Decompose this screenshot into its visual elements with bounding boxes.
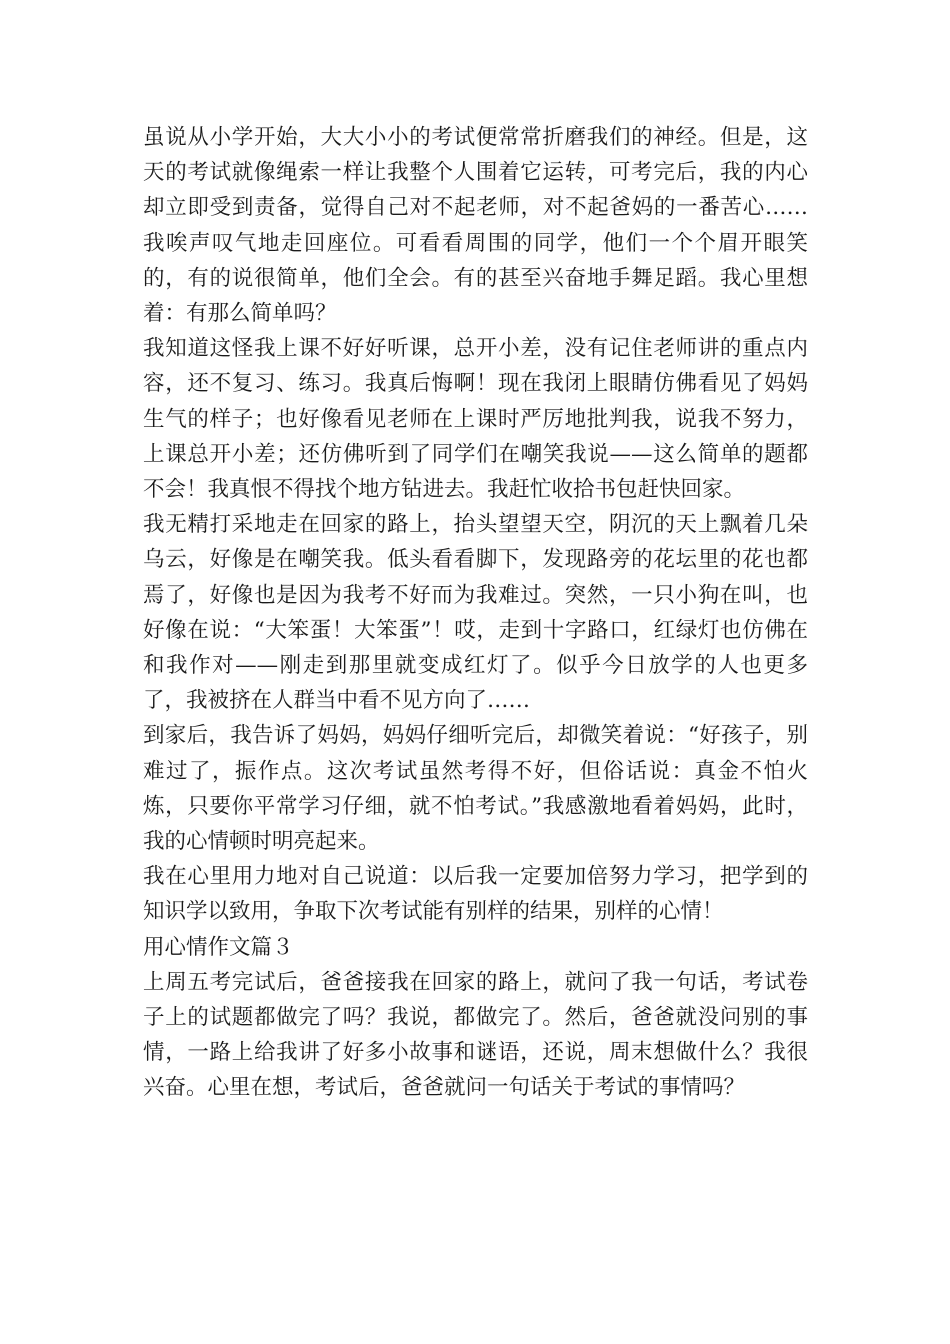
section-heading: 用心情作文篇３ <box>143 934 294 960</box>
paragraph-6: 上周五考完试后，爸爸接我在回家的路上，就问了我一句话，考试卷子上的试题都做完了吗？我说，都做完了。然后，爸爸就没问别的事情，一路上给我讲了好多小故事和谜语，还说，周末想做什么？我很兴奋。心里在想，考试后，爸爸就问一句话关于考试的事情吗？ <box>143 969 808 1101</box>
document-body <box>143 120 808 1106</box>
paragraph-3: 我无精打采地走在回家的路上，抬头望望天空，阴沉的天上飘着几朵乌云，好像是在嘲笑我。低头看看脚下，发现路旁的花坛里的花也都焉了，好像也是因为我考不好而为我难过。突然，一只小狗在叫，也好像在说：“大笨蛋！大笨蛋”！哎，走到十字路口，红绿灯也仿佛在和我作对——刚走到那里就变成红灯了。似乎今日放学的人也更多了，我被挤在人群当中看不见方向了…… <box>143 512 808 714</box>
paragraph-5: 我在心里用力地对自己说道：以后我一定要加倍努力学习，把学到的知识学以致用，争取下次考试能有别样的结果，别样的心情！ <box>143 864 808 925</box>
paragraph-1: 虽说从小学开始，大大小小的考试便常常折磨我们的神经。但是，这天的考试就像绳索一样让我整个人围着它运转，可考完后，我的内心却立即受到责备，觉得自己对不起老师，对不起爸妈的一番苦心……我唉声叹气地走回座位。可看看周围的同学，他们一个个眉开眼笑的，有的说很简单，他们全会。有的甚至兴奋地手舞足蹈。我心里想着：有那么简单吗？ <box>143 125 808 327</box>
paragraph-4: 到家后，我告诉了妈妈，妈妈仔细听完后，却微笑着说：“好孩子，别难过了，振作点。这次考试虽然考得不好，但俗话说：真金不怕火炼，只要你平常学习仔细，就不怕考试。”我感激地看着妈妈，此时，我的心情顿时明亮起来。 <box>143 723 808 855</box>
paragraph-2: 我知道这怪我上课不好好听课，总开小差，没有记住老师讲的重点内容，还不复习、练习。我真后悔啊！现在我闭上眼睛仿佛看见了妈妈生气的样子；也好像看见老师在上课时严厉地批判我，说我不努力，上课总开小差；还仿佛听到了同学们在嘲笑我说——这么简单的题都不会！我真恨不得找个地方钻进去。我赶忙收拾书包赶快回家。 <box>143 336 808 503</box>
